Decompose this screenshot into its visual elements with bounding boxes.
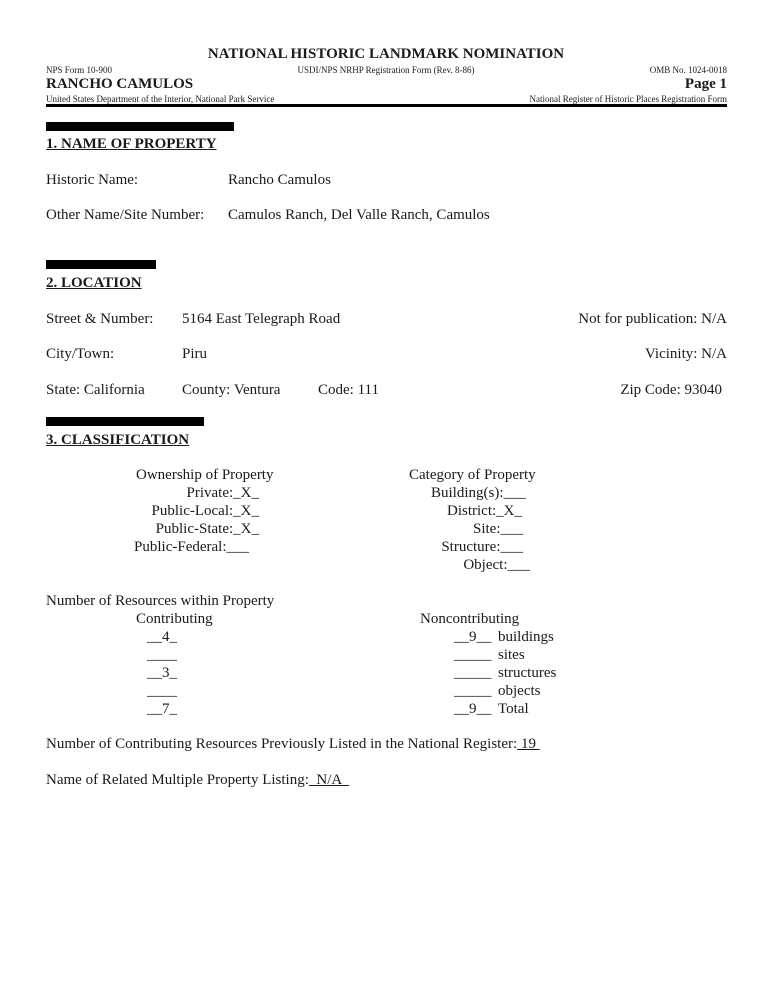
form-title: NATIONAL HISTORIC LANDMARK NOMINATION (207, 46, 565, 62)
noncontributing-heading: Noncontributing (420, 611, 520, 627)
department: United States Department of the Interior, National Park Service (46, 94, 275, 104)
section1-bar (46, 122, 234, 131)
section2-bar (46, 260, 156, 269)
form-subtitle: USDI/NPS NRHP Registration Form (Rev. 8-86) (297, 65, 475, 75)
section2-title: 2. LOCATION (46, 275, 142, 291)
multiple-property-listing (46, 772, 349, 789)
vicinity: Vicinity: N/A (644, 346, 727, 362)
other-name-label: Other Name/Site Number: (46, 207, 205, 223)
noncontributing-objects: _____ (454, 683, 492, 699)
state: State: California (46, 382, 145, 398)
zip-code: Zip Code: 93040 (620, 382, 722, 398)
ownership-heading: Ownership of Property (136, 467, 274, 483)
previously-listed-label: Number of Contributing Resources Previously Listed in the National Register: (46, 736, 518, 752)
contributing-buildings: __4_ (147, 629, 177, 645)
resources-heading: Number of Resources within Property (46, 593, 275, 609)
form-number: NPS Form 10-900 (46, 65, 113, 75)
omb-number: OMB No. 1024-0018 (649, 65, 727, 75)
category-buildings: Building(s):___ (430, 485, 526, 501)
noncontributing-total: __9__ (454, 701, 492, 717)
contributing-structures: __3_ (147, 665, 177, 681)
city-label: City/Town: (46, 346, 115, 362)
contributing-objects: ____ (147, 683, 177, 699)
header-rule (46, 104, 727, 107)
section3-bar (46, 417, 204, 426)
noncontributing-structures: _____ (454, 665, 492, 681)
historic-name-value: Rancho Camulos (228, 172, 331, 188)
contributing-sites: ____ (147, 647, 177, 663)
category-site: Site:___ (472, 521, 523, 537)
contributing-heading: Contributing (136, 611, 213, 627)
resource-type-structures: structures (498, 665, 557, 681)
code: Code: 111 (318, 382, 379, 398)
resource-type-buildings: buildings (498, 629, 554, 645)
city-value: Piru (182, 346, 208, 362)
previously-listed-value: 19 (517, 736, 540, 752)
category-structure: Structure:___ (441, 539, 523, 555)
resource-type-objects: objects (498, 683, 541, 699)
noncontributing-sites: _____ (454, 647, 492, 663)
section3-title: 3. CLASSIFICATION (46, 432, 190, 448)
contributing-total: __7_ (147, 701, 177, 717)
mpl-label: Name of Related Multiple Property Listing: (46, 772, 309, 788)
historic-name-label: Historic Name: (46, 172, 139, 188)
other-name-value: Camulos Ranch, Del Valle Ranch, Camulos (228, 207, 490, 223)
county: County: Ventura (182, 382, 281, 398)
ownership-private: Private:_X_ (186, 485, 259, 501)
ownership-public-local: Public-Local:_X_ (151, 503, 259, 519)
not-for-publication: Not for publication: N/A (578, 311, 727, 327)
resource-type-sites: sites (498, 647, 525, 663)
mpl-value: N/A (308, 772, 349, 788)
category-heading: Category of Property (409, 467, 536, 483)
ownership-public-state: Public-State:_X_ (155, 521, 259, 537)
resource-type-total: Total (498, 701, 529, 717)
ownership-public-federal: Public-Federal:___ (134, 539, 249, 555)
property-name-header: RANCHO CAMULOS (46, 76, 194, 92)
previously-listed (46, 736, 540, 753)
category-object: Object:___ (463, 557, 530, 573)
register-name: National Register of Historic Places Registration Form (529, 94, 727, 104)
page-number: Page 1 (684, 76, 727, 92)
street-value: 5164 East Telegraph Road (182, 311, 341, 327)
category-district: District:_X_ (447, 503, 522, 519)
noncontributing-buildings: __9__ (454, 629, 492, 645)
street-label: Street & Number: (46, 311, 154, 327)
section1-title: 1. NAME OF PROPERTY (46, 136, 217, 152)
